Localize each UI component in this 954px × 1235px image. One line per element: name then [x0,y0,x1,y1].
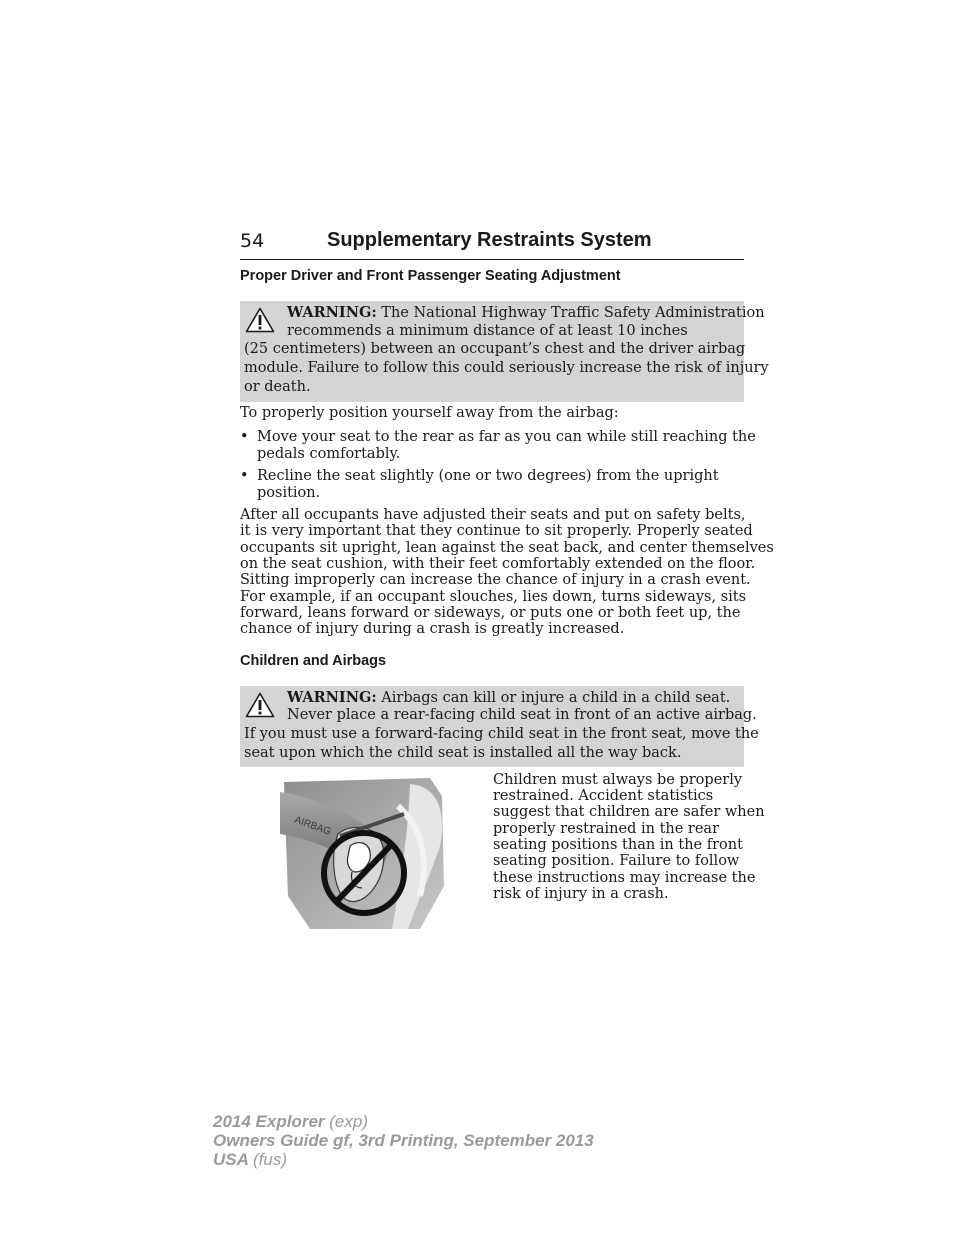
child-seat-airbag-illustration [280,776,446,929]
footer-market-code: (fus) [253,1150,287,1169]
paragraph-line: For example, if an occupant slouches, lies down, turns sideways, sits [240,589,747,605]
side-text-line: these instructions may increase the [493,870,756,886]
footer-printing: Owners Guide gf, 3rd Printing, September 2013 [213,1131,594,1150]
paragraph-line: occupants sit upright, lean against the seat back, and center themselves [240,540,774,556]
bullet-text: pedals comfortably. [257,446,401,462]
paragraph-line: it is very important that they continue to sit properly. Properly seated [240,523,753,539]
intro-text: To properly position yourself away from the airbag: [240,405,619,421]
paragraph-line: on the seat cushion, with their feet comfortably extended on the floor. [240,556,756,572]
bullet-marker: • [240,468,249,484]
side-text-line: Children must always be properly [493,772,743,788]
footer-market [213,1150,287,1170]
warning-label: WARNING: [287,304,377,321]
warning-triangle-icon [245,307,275,333]
figure-airbag-label: AIRBAG [292,814,333,838]
footer-market-name: USA [213,1150,249,1169]
bullet-text: Recline the seat slightly (one or two degrees) from the upright [257,468,719,484]
warning-line: or death. [244,379,311,395]
paragraph-line: After all occupants have adjusted their seats and put on safety belts, [240,507,746,523]
warning-line: The National Highway Traffic Safety Administration [381,305,765,321]
warning-label: WARNING: [287,689,377,706]
bullet-text: Move your seat to the rear as far as you can while still reaching the [257,429,756,445]
warning-line: If you must use a forward-facing child seat in the front seat, move the [244,726,759,742]
bullet-text: position. [257,485,321,501]
side-text-line: seating positions than in the front [493,837,743,853]
section-heading-children: Children and Airbags [240,653,387,669]
warning-line: (25 centimeters) between an occupant’s chest and the driver airbag [244,341,746,357]
side-text-line: restrained. Accident statistics [493,788,714,804]
paragraph-line: chance of injury during a crash is greatly increased. [240,621,625,637]
page-header [240,229,744,260]
warning-line: Airbags can kill or injure a child in a child seat. [381,690,731,706]
paragraph-line: Sitting improperly can increase the chance of injury in a crash event. [240,572,751,588]
section-heading-seating: Proper Driver and Front Passenger Seating Adjustment [240,268,621,284]
side-text-line: seating position. Failure to follow [493,853,740,869]
warning-box-children [240,686,759,767]
warning-line: Never place a rear-facing child seat in front of an active airbag. [287,707,757,723]
warning-box-distance [240,301,769,402]
warning-line: seat upon which the child seat is installed all the way back. [244,745,682,761]
footer-model-code: (exp) [329,1112,368,1131]
bullet-marker: • [240,429,249,445]
no-rear-facing-child-seat-icon [280,776,446,929]
footer-model [213,1112,368,1132]
page-number: 54 [240,230,265,252]
chapter-title: Supplementary Restraints System [327,229,652,251]
paragraph-line: forward, leans forward or sideways, or puts one or both feet up, the [240,605,741,621]
warning-line: module. Failure to follow this could seriously increase the risk of injury [244,360,769,376]
warning-triangle-icon [245,692,275,718]
side-text-line: suggest that children are safer when [493,804,765,820]
footer-model-name: 2014 Explorer [213,1112,325,1131]
warning-line: recommends a minimum distance of at least 10 inches [287,323,688,339]
side-text-line: risk of injury in a crash. [493,886,669,902]
side-text-line: properly restrained in the rear [493,821,720,837]
